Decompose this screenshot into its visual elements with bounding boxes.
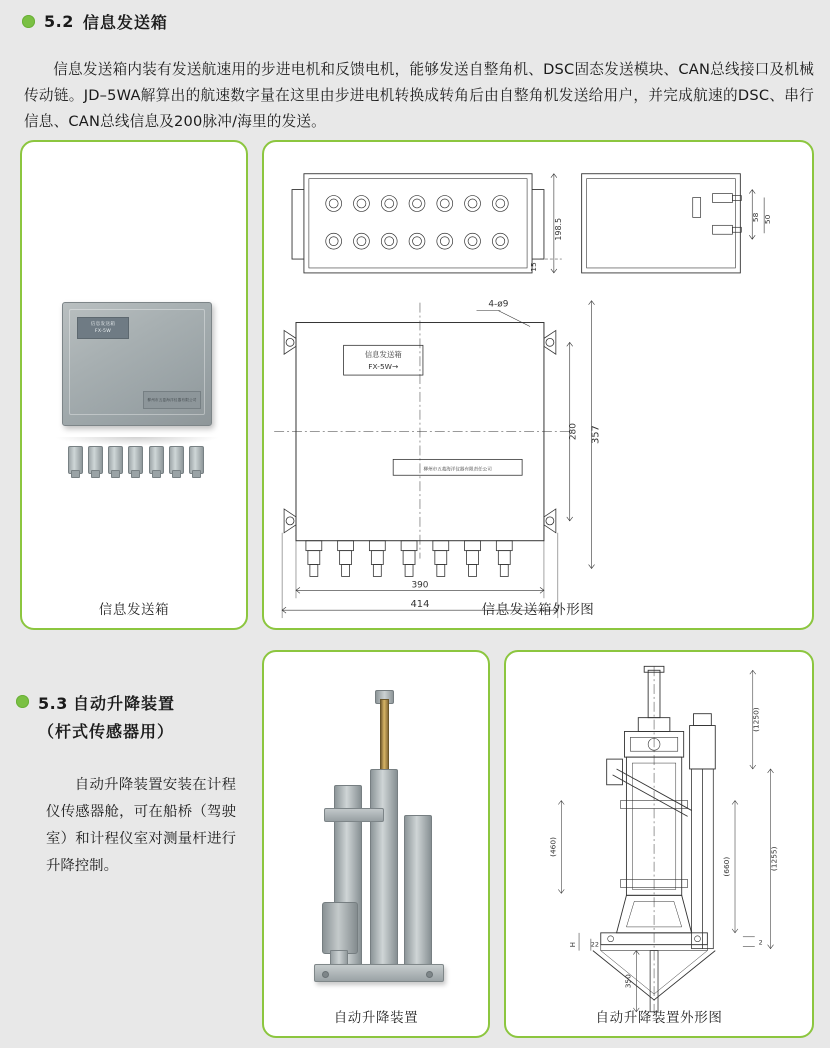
panel-product-photo-fx [20, 140, 248, 630]
dim-280: 280 [568, 423, 579, 441]
photo-shadow [54, 437, 220, 446]
base-bolt [322, 971, 329, 978]
section-5-2-paragraph: 信息发送箱内装有发送航速用的步进电机和反馈电机，能够发送自整角机、DSC固态发送模块、CAN总线接口及机械传动链。JD–5WA解算出的航速数字量在这里由步进电机转换成转角后由自整角机发送给用户，并完成航速的DSC、串行信息、CAN总线信息及200脉冲/海里的发送。 [24, 60, 814, 130]
dim-mid: (660) [722, 856, 732, 877]
dim-357: 357 [590, 425, 602, 445]
connector [128, 446, 143, 474]
connector [68, 446, 83, 474]
connector [88, 446, 103, 474]
bullet-icon [16, 695, 29, 708]
product-photo-auto-lift-device [308, 692, 448, 982]
nameplate: 柳州市五菱海洋仪器有限公司 [143, 391, 201, 409]
panel-caption: 自动升降装置外形图 [595, 1010, 723, 1026]
base-bolt [426, 971, 433, 978]
dim-50: 50 [763, 214, 773, 225]
front-label [77, 317, 129, 339]
dim-bottom: 350 [623, 974, 633, 989]
drive-motor [322, 902, 358, 954]
front-label-line1: 信息发送箱 [90, 322, 116, 327]
lift-column-right [404, 815, 432, 967]
product-photo-information-transmitter [54, 302, 220, 452]
dim-58: 58 [751, 212, 761, 223]
section-number: 5.3 [38, 694, 68, 713]
dim-22: 22 [590, 940, 599, 949]
connector [169, 446, 184, 474]
dim-2: 2 [758, 938, 763, 947]
lift-column-center [370, 769, 398, 967]
section-heading-5-2 [22, 10, 168, 33]
section-title-line2: （杆式传感器用） [38, 722, 175, 741]
outline-drawing-information-transmitter [264, 142, 812, 628]
section-title-line1: 自动升降装置 [72, 694, 175, 713]
panel-caption: 自动升降装置 [333, 1010, 419, 1026]
section-title: 信息发送箱 [82, 13, 168, 32]
dim-h: H [569, 942, 578, 948]
panel-caption: 信息发送箱外形图 [481, 602, 595, 618]
support-bracket [324, 808, 384, 822]
connector [149, 446, 164, 474]
dim-390: 390 [411, 580, 429, 591]
base-plate [314, 964, 444, 982]
panel-caption: 信息发送箱 [98, 602, 170, 618]
panel-outline-drawing-fx [262, 140, 814, 630]
hole-note: 4-ø9 [488, 299, 509, 310]
section-number: 5.2 [44, 12, 74, 31]
panel-outline-drawing-lift [504, 650, 814, 1038]
bullet-icon [22, 15, 35, 28]
section-heading-5-3 [16, 690, 175, 746]
dim-top: (1250) [751, 707, 761, 732]
dim-left: (460) [548, 837, 558, 857]
title-box-line2: FX-5W→ [368, 362, 399, 372]
dim-198-5: 198.5 [553, 217, 563, 241]
drawing-nameplate: 柳州市五菱海洋仪器有限责任公司 [423, 467, 492, 473]
title-box-line1: 信息发送箱 [364, 350, 402, 360]
dim-15: 15 [529, 262, 539, 272]
connector-row [68, 446, 204, 474]
connector [108, 446, 123, 474]
front-label-line2: FX-5W [94, 329, 112, 334]
connector [189, 446, 204, 474]
panel-product-photo-lift [262, 650, 490, 1038]
dim-414: 414 [410, 599, 430, 611]
outline-drawing-auto-lift-device [506, 652, 812, 1036]
measuring-rod [380, 699, 389, 777]
enclosure-body [62, 302, 212, 426]
dim-right: (1255) [769, 846, 779, 872]
section-5-3-paragraph: 自动升降装置安装在计程仪传感器舱，可在船桥（驾驶室）和计程仪室对测量杆进行升降控制。 [46, 777, 236, 875]
